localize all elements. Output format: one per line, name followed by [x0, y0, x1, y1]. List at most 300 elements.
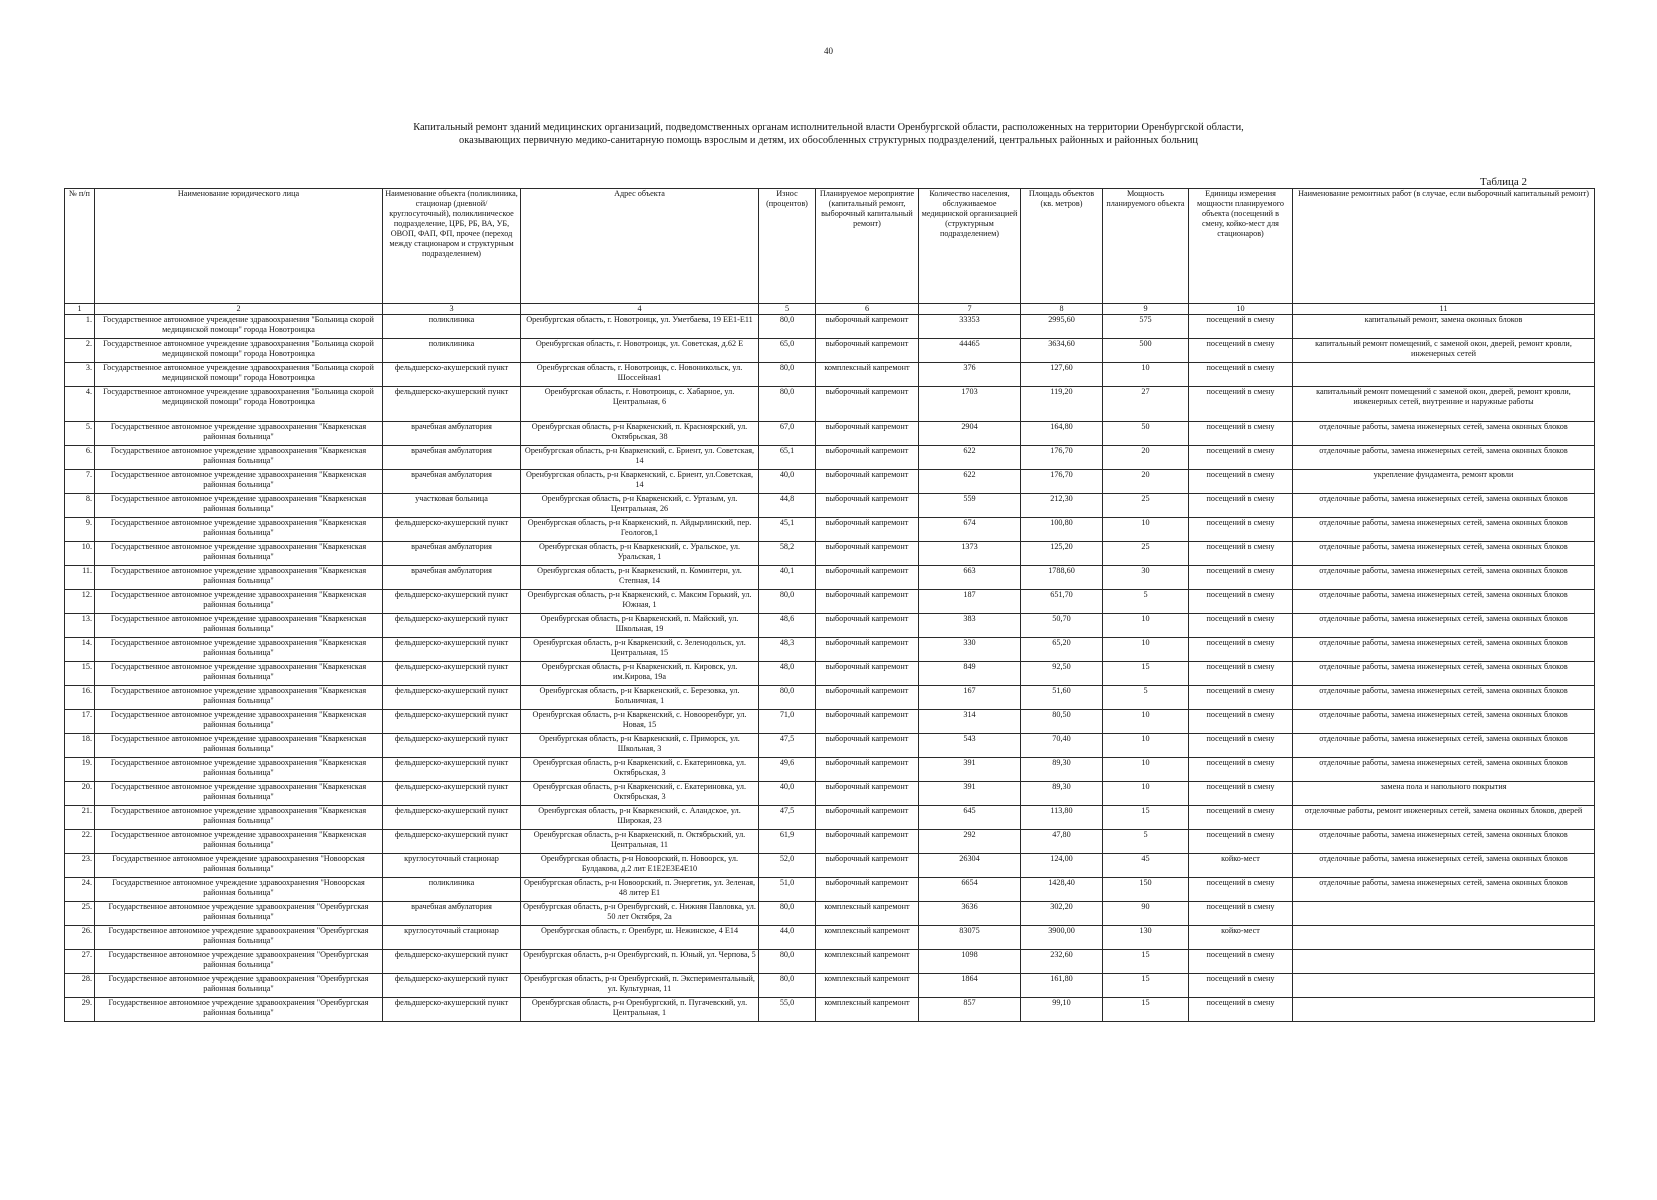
capacity-cell: 10 [1103, 518, 1189, 542]
table-label: Таблица 2 [1480, 176, 1528, 188]
header-cell: Количество населения, обслуживаемое медицинской организацией (структурным подразделением) [919, 189, 1021, 304]
repair-works-cell: отделочные работы, замена инженерных сетей, замена оконных блоков [1293, 830, 1595, 854]
org-name-cell: Государственное автономное учреждение здравоохранения "Новоорская районная больница" [95, 878, 383, 902]
row-number-cell: 13. [65, 614, 95, 638]
capacity-unit-cell: посещений в смену [1189, 470, 1293, 494]
population-cell: 674 [919, 518, 1021, 542]
org-name-cell: Государственное автономное учреждение здравоохранения "Кваркенская районная больница" [95, 782, 383, 806]
row-number-cell: 7. [65, 470, 95, 494]
capacity-cell: 15 [1103, 662, 1189, 686]
area-cell: 113,80 [1021, 806, 1103, 830]
column-number: 1 [65, 304, 95, 315]
population-cell: 44465 [919, 339, 1021, 363]
area-cell: 99,10 [1021, 998, 1103, 1022]
capacity-cell: 10 [1103, 734, 1189, 758]
column-number: 4 [521, 304, 759, 315]
capacity-cell: 10 [1103, 710, 1189, 734]
population-cell: 543 [919, 734, 1021, 758]
wear-percent-cell: 45,1 [759, 518, 816, 542]
area-cell: 65,20 [1021, 638, 1103, 662]
capacity-cell: 575 [1103, 315, 1189, 339]
population-cell: 391 [919, 782, 1021, 806]
table-row [65, 638, 1595, 662]
object-type-cell: врачебная амбулатория [383, 422, 521, 446]
capacity-unit-cell: посещений в смену [1189, 806, 1293, 830]
planned-event-cell: комплексный капремонт [816, 902, 919, 926]
object-type-cell: фельдшерско-акушерский пункт [383, 638, 521, 662]
wear-percent-cell: 80,0 [759, 363, 816, 387]
object-address-cell: Оренбургская область, р-н Новоорский, п. Энергетик, ул. Зеленая, 48 литер Е1 [521, 878, 759, 902]
area-cell: 51,60 [1021, 686, 1103, 710]
planned-event-cell: выборочный капремонт [816, 446, 919, 470]
population-cell: 849 [919, 662, 1021, 686]
area-cell: 1428,40 [1021, 878, 1103, 902]
row-number-cell: 24. [65, 878, 95, 902]
object-type-cell: врачебная амбулатория [383, 446, 521, 470]
object-address-cell: Оренбургская область, р-н Новоорский, п. Новоорск, ул. Булдакова, д.2 лит Е1Е2Е3Е4Е10 [521, 854, 759, 878]
object-address-cell: Оренбургская область, р-н Оренбургский, п. Экспериментальный, ул. Культурная, 11 [521, 974, 759, 998]
planned-event-cell: выборочный капремонт [816, 470, 919, 494]
planned-event-cell: выборочный капремонт [816, 782, 919, 806]
planned-event-cell: выборочный капремонт [816, 758, 919, 782]
capacity-cell: 10 [1103, 614, 1189, 638]
table-row [65, 470, 1595, 494]
object-type-cell: фельдшерско-акушерский пункт [383, 387, 521, 422]
repair-works-cell: отделочные работы, замена инженерных сетей, замена оконных блоков [1293, 542, 1595, 566]
wear-percent-cell: 44,8 [759, 494, 816, 518]
org-name-cell: Государственное автономное учреждение здравоохранения "Кваркенская районная больница" [95, 662, 383, 686]
object-type-cell: фельдшерско-акушерский пункт [383, 590, 521, 614]
header-cell: Наименование объекта (поликлиника, стационар (дневной/круглосуточный), поликлиническое подразделение, ЦРБ, РБ, ВА, УБ, ОВОП, ФАП, ФП, прочее (переход между стационаром и структурным подразделением) [383, 189, 521, 304]
row-number-cell: 12. [65, 590, 95, 614]
repair-works-cell: отделочные работы, замена инженерных сетей, замена оконных блоков [1293, 446, 1595, 470]
object-address-cell: Оренбургская область, р-н Оренбургский, п. Юный, ул. Черпова, 5 [521, 950, 759, 974]
area-cell: 127,60 [1021, 363, 1103, 387]
repair-table [64, 188, 1595, 1022]
wear-percent-cell: 58,2 [759, 542, 816, 566]
capacity-unit-cell: посещений в смену [1189, 830, 1293, 854]
table-row [65, 542, 1595, 566]
repair-works-cell: отделочные работы, замена инженерных сетей, замена оконных блоков [1293, 710, 1595, 734]
planned-event-cell: выборочный капремонт [816, 686, 919, 710]
org-name-cell: Государственное автономное учреждение здравоохранения "Новоорская районная больница" [95, 854, 383, 878]
repair-works-cell: отделочные работы, замена инженерных сетей, замена оконных блоков [1293, 614, 1595, 638]
capacity-unit-cell: посещений в смену [1189, 387, 1293, 422]
object-address-cell: Оренбургская область, р-н Кваркенский, с. Приморск, ул. Школьная, 3 [521, 734, 759, 758]
capacity-unit-cell: посещений в смену [1189, 315, 1293, 339]
table-row [65, 878, 1595, 902]
capacity-unit-cell: посещений в смену [1189, 542, 1293, 566]
repair-works-cell [1293, 902, 1595, 926]
wear-percent-cell: 48,6 [759, 614, 816, 638]
capacity-cell: 15 [1103, 974, 1189, 998]
row-number-cell: 14. [65, 638, 95, 662]
planned-event-cell: выборочный капремонт [816, 315, 919, 339]
capacity-unit-cell: койко-мест [1189, 854, 1293, 878]
row-number-cell: 20. [65, 782, 95, 806]
row-number-cell: 16. [65, 686, 95, 710]
population-cell: 645 [919, 806, 1021, 830]
table-row [65, 566, 1595, 590]
capacity-cell: 15 [1103, 806, 1189, 830]
planned-event-cell: выборочный капремонт [816, 614, 919, 638]
org-name-cell: Государственное автономное учреждение здравоохранения "Оренбургская районная больница" [95, 950, 383, 974]
org-name-cell: Государственное автономное учреждение здравоохранения "Больница скорой медицинской помощи" города Новотроицка [95, 387, 383, 422]
object-address-cell: Оренбургская область, р-н Кваркенский, с. Аландское, ул. Широкая, 23 [521, 806, 759, 830]
row-number-cell: 6. [65, 446, 95, 470]
planned-event-cell: выборочный капремонт [816, 734, 919, 758]
wear-percent-cell: 40,0 [759, 470, 816, 494]
capacity-unit-cell: посещений в смену [1189, 638, 1293, 662]
object-type-cell: фельдшерско-акушерский пункт [383, 734, 521, 758]
org-name-cell: Государственное автономное учреждение здравоохранения "Больница скорой медицинской помощи" города Новотроицка [95, 363, 383, 387]
header-cell: Наименование юридического лица [95, 189, 383, 304]
planned-event-cell: комплексный капремонт [816, 926, 919, 950]
column-number: 10 [1189, 304, 1293, 315]
object-address-cell: Оренбургская область, р-н Кваркенский, с. Екатериновка, ул. Октябрьская, 3 [521, 758, 759, 782]
table-row [65, 974, 1595, 998]
capacity-cell: 10 [1103, 758, 1189, 782]
table-row [65, 494, 1595, 518]
wear-percent-cell: 52,0 [759, 854, 816, 878]
org-name-cell: Государственное автономное учреждение здравоохранения "Кваркенская районная больница" [95, 566, 383, 590]
wear-percent-cell: 55,0 [759, 998, 816, 1022]
capacity-unit-cell: посещений в смену [1189, 758, 1293, 782]
area-cell: 2995,60 [1021, 315, 1103, 339]
table-body [65, 315, 1595, 1022]
capacity-cell: 45 [1103, 854, 1189, 878]
repair-works-cell [1293, 998, 1595, 1022]
object-type-cell: фельдшерско-акушерский пункт [383, 830, 521, 854]
object-address-cell: Оренбургская область, р-н Кваркенский, с. Новооренбург, ул. Новая, 15 [521, 710, 759, 734]
object-type-cell: врачебная амбулатория [383, 902, 521, 926]
column-number: 6 [816, 304, 919, 315]
population-cell: 1703 [919, 387, 1021, 422]
table-row [65, 998, 1595, 1022]
repair-works-cell: капитальный ремонт, замена оконных блоков [1293, 315, 1595, 339]
capacity-cell: 500 [1103, 339, 1189, 363]
repair-works-cell [1293, 926, 1595, 950]
object-type-cell: фельдшерско-акушерский пункт [383, 686, 521, 710]
org-name-cell: Государственное автономное учреждение здравоохранения "Кваркенская районная больница" [95, 830, 383, 854]
repair-works-cell: отделочные работы, замена инженерных сетей, замена оконных блоков [1293, 494, 1595, 518]
area-cell: 70,40 [1021, 734, 1103, 758]
object-address-cell: Оренбургская область, р-н Кваркенский, п. Кировск, ул. им.Кирова, 19а [521, 662, 759, 686]
object-type-cell: фельдшерско-акушерский пункт [383, 998, 521, 1022]
row-number-cell: 4. [65, 387, 95, 422]
org-name-cell: Государственное автономное учреждение здравоохранения "Оренбургская районная больница" [95, 998, 383, 1022]
table-row [65, 614, 1595, 638]
repair-works-cell: отделочные работы, замена инженерных сетей, замена оконных блоков [1293, 662, 1595, 686]
object-type-cell: врачебная амбулатория [383, 470, 521, 494]
wear-percent-cell: 44,0 [759, 926, 816, 950]
wear-percent-cell: 47,5 [759, 734, 816, 758]
table-row [65, 734, 1595, 758]
row-number-cell: 3. [65, 363, 95, 387]
object-type-cell: фельдшерско-акушерский пункт [383, 758, 521, 782]
planned-event-cell: комплексный капремонт [816, 950, 919, 974]
title-line-1: Капитальный ремонт зданий медицинских организаций, подведомственных органам исполнительной власти Оренбургской области, расположенных на территории Оренбургской области, [413, 122, 1244, 133]
org-name-cell: Государственное автономное учреждение здравоохранения "Кваркенская районная больница" [95, 446, 383, 470]
population-cell: 33353 [919, 315, 1021, 339]
planned-event-cell: комплексный капремонт [816, 998, 919, 1022]
object-type-cell: врачебная амбулатория [383, 542, 521, 566]
area-cell: 47,80 [1021, 830, 1103, 854]
table-row [65, 339, 1595, 363]
header-cell: № п/п [65, 189, 95, 304]
area-cell: 232,60 [1021, 950, 1103, 974]
wear-percent-cell: 61,9 [759, 830, 816, 854]
population-cell: 292 [919, 830, 1021, 854]
population-cell: 6654 [919, 878, 1021, 902]
repair-works-cell: отделочные работы, замена инженерных сетей, замена оконных блоков [1293, 734, 1595, 758]
area-cell: 100,80 [1021, 518, 1103, 542]
title-line-2: оказывающих первичную медико-санитарную помощь взрослым и детям, их обособленных структурных подразделений, центральных районных и районных больниц [459, 135, 1198, 146]
row-number-cell: 5. [65, 422, 95, 446]
header-row [65, 189, 1595, 304]
row-number-cell: 26. [65, 926, 95, 950]
object-address-cell: Оренбургская область, р-н Кваркенский, с. Березовка, ул. Больничная, 1 [521, 686, 759, 710]
area-cell: 124,00 [1021, 854, 1103, 878]
object-type-cell: поликлиника [383, 878, 521, 902]
table-row [65, 686, 1595, 710]
area-cell: 92,50 [1021, 662, 1103, 686]
wear-percent-cell: 80,0 [759, 387, 816, 422]
area-cell: 164,80 [1021, 422, 1103, 446]
org-name-cell: Государственное автономное учреждение здравоохранения "Кваркенская районная больница" [95, 758, 383, 782]
wear-percent-cell: 80,0 [759, 315, 816, 339]
header-cell: Единицы измерения мощности планируемого объекта (посещений в смену, койко-мест для стационаров) [1189, 189, 1293, 304]
object-type-cell: фельдшерско-акушерский пункт [383, 518, 521, 542]
repair-works-cell: отделочные работы, замена инженерных сетей, замена оконных блоков [1293, 854, 1595, 878]
column-number: 9 [1103, 304, 1189, 315]
capacity-cell: 10 [1103, 363, 1189, 387]
capacity-cell: 10 [1103, 782, 1189, 806]
planned-event-cell: выборочный капремонт [816, 662, 919, 686]
object-address-cell: Оренбургская область, г. Новотроицк, ул. Уметбаева, 19 ЕЕ1-Е11 [521, 315, 759, 339]
capacity-cell: 25 [1103, 542, 1189, 566]
population-cell: 83075 [919, 926, 1021, 950]
capacity-cell: 27 [1103, 387, 1189, 422]
capacity-cell: 15 [1103, 950, 1189, 974]
org-name-cell: Государственное автономное учреждение здравоохранения "Кваркенская районная больница" [95, 614, 383, 638]
table-row [65, 387, 1595, 422]
object-type-cell: фельдшерско-акушерский пункт [383, 806, 521, 830]
object-type-cell: фельдшерско-акушерский пункт [383, 614, 521, 638]
repair-works-cell: отделочные работы, замена инженерных сетей, замена оконных блоков [1293, 518, 1595, 542]
capacity-cell: 10 [1103, 638, 1189, 662]
table-row [65, 830, 1595, 854]
capacity-unit-cell: посещений в смену [1189, 710, 1293, 734]
repair-works-cell: отделочные работы, замена инженерных сетей, замена оконных блоков [1293, 686, 1595, 710]
table-row [65, 950, 1595, 974]
planned-event-cell: выборочный капремонт [816, 422, 919, 446]
population-cell: 314 [919, 710, 1021, 734]
org-name-cell: Государственное автономное учреждение здравоохранения "Оренбургская районная больница" [95, 902, 383, 926]
wear-percent-cell: 48,3 [759, 638, 816, 662]
population-cell: 3636 [919, 902, 1021, 926]
org-name-cell: Государственное автономное учреждение здравоохранения "Кваркенская районная больница" [95, 806, 383, 830]
population-cell: 187 [919, 590, 1021, 614]
capacity-unit-cell: посещений в смену [1189, 734, 1293, 758]
capacity-cell: 130 [1103, 926, 1189, 950]
population-cell: 1098 [919, 950, 1021, 974]
capacity-unit-cell: посещений в смену [1189, 662, 1293, 686]
capacity-unit-cell: посещений в смену [1189, 902, 1293, 926]
wear-percent-cell: 67,0 [759, 422, 816, 446]
object-address-cell: Оренбургская область, р-н Оренбургский, п. Пугачевский, ул. Центральная, 1 [521, 998, 759, 1022]
org-name-cell: Государственное автономное учреждение здравоохранения "Кваркенская районная больница" [95, 734, 383, 758]
object-address-cell: Оренбургская область, г. Оренбург, ш. Нежинское, 4 Е14 [521, 926, 759, 950]
area-cell: 50,70 [1021, 614, 1103, 638]
row-number-cell: 18. [65, 734, 95, 758]
area-cell: 161,80 [1021, 974, 1103, 998]
column-number: 5 [759, 304, 816, 315]
object-address-cell: Оренбургская область, р-н Кваркенский, п. Айдырлинский, пер. Геологов,1 [521, 518, 759, 542]
row-number-cell: 29. [65, 998, 95, 1022]
planned-event-cell: выборочный капремонт [816, 590, 919, 614]
repair-works-cell: отделочные работы, замена инженерных сетей, замена оконных блоков [1293, 878, 1595, 902]
planned-event-cell: выборочный капремонт [816, 494, 919, 518]
object-type-cell: врачебная амбулатория [383, 566, 521, 590]
repair-works-cell: капитальный ремонт помещений, с заменой окон, дверей, ремонт кровли, инженерных сетей [1293, 339, 1595, 363]
capacity-unit-cell: посещений в смену [1189, 782, 1293, 806]
org-name-cell: Государственное автономное учреждение здравоохранения "Кваркенская районная больница" [95, 470, 383, 494]
row-number-cell: 27. [65, 950, 95, 974]
table-row [65, 363, 1595, 387]
document-title [180, 121, 1477, 147]
object-type-cell: фельдшерско-акушерский пункт [383, 363, 521, 387]
capacity-unit-cell: посещений в смену [1189, 566, 1293, 590]
row-number-cell: 8. [65, 494, 95, 518]
capacity-cell: 50 [1103, 422, 1189, 446]
population-cell: 857 [919, 998, 1021, 1022]
table-row [65, 662, 1595, 686]
object-address-cell: Оренбургская область, г. Новотроицк, с. Хабарное, ул. Центральная, 6 [521, 387, 759, 422]
row-number-cell: 22. [65, 830, 95, 854]
object-address-cell: Оренбургская область, р-н Кваркенский, с. Зеленодольск, ул. Центральная, 15 [521, 638, 759, 662]
wear-percent-cell: 71,0 [759, 710, 816, 734]
object-address-cell: Оренбургская область, р-н Кваркенский, с. Уртазым, ул. Центральная, 26 [521, 494, 759, 518]
object-address-cell: Оренбургская область, р-н Оренбургский, с. Нижняя Павловка, ул. 50 лет Октября, 2а [521, 902, 759, 926]
row-number-cell: 17. [65, 710, 95, 734]
planned-event-cell: выборочный капремонт [816, 710, 919, 734]
table-row [65, 590, 1595, 614]
object-type-cell: фельдшерско-акушерский пункт [383, 782, 521, 806]
capacity-unit-cell: койко-мест [1189, 926, 1293, 950]
org-name-cell: Государственное автономное учреждение здравоохранения "Больница скорой медицинской помощи" города Новотроицка [95, 339, 383, 363]
capacity-cell: 30 [1103, 566, 1189, 590]
area-cell: 651,70 [1021, 590, 1103, 614]
wear-percent-cell: 40,1 [759, 566, 816, 590]
capacity-unit-cell: посещений в смену [1189, 446, 1293, 470]
row-number-cell: 9. [65, 518, 95, 542]
area-cell: 119,20 [1021, 387, 1103, 422]
row-number-cell: 23. [65, 854, 95, 878]
planned-event-cell: выборочный капремонт [816, 806, 919, 830]
planned-event-cell: выборочный капремонт [816, 387, 919, 422]
planned-event-cell: выборочный капремонт [816, 830, 919, 854]
repair-works-cell: отделочные работы, замена инженерных сетей, замена оконных блоков [1293, 638, 1595, 662]
object-address-cell: Оренбургская область, р-н Кваркенский, п. Коминтерн, ул. Степная, 14 [521, 566, 759, 590]
area-cell: 1788,60 [1021, 566, 1103, 590]
population-cell: 1373 [919, 542, 1021, 566]
object-type-cell: поликлиника [383, 315, 521, 339]
header-cell: Наименование ремонтных работ (в случае, если выборочный капитальный ремонт) [1293, 189, 1595, 304]
population-cell: 391 [919, 758, 1021, 782]
capacity-unit-cell: посещений в смену [1189, 494, 1293, 518]
table-row [65, 902, 1595, 926]
object-address-cell: Оренбургская область, р-н Кваркенский, п. Майский, ул. Школьная, 19 [521, 614, 759, 638]
repair-works-cell: отделочные работы, замена инженерных сетей, замена оконных блоков [1293, 758, 1595, 782]
planned-event-cell: выборочный капремонт [816, 542, 919, 566]
row-number-cell: 1. [65, 315, 95, 339]
capacity-cell: 5 [1103, 590, 1189, 614]
row-number-cell: 28. [65, 974, 95, 998]
capacity-cell: 5 [1103, 830, 1189, 854]
object-address-cell: Оренбургская область, р-н Кваркенский, п. Красноярский, ул. Октябрьская, 38 [521, 422, 759, 446]
object-address-cell: Оренбургская область, р-н Кваркенский, с. Максим Горький, ул. Южная, 1 [521, 590, 759, 614]
org-name-cell: Государственное автономное учреждение здравоохранения "Кваркенская районная больница" [95, 422, 383, 446]
population-cell: 622 [919, 470, 1021, 494]
table-row [65, 710, 1595, 734]
object-type-cell: круглосуточный стационар [383, 854, 521, 878]
capacity-unit-cell: посещений в смену [1189, 518, 1293, 542]
column-number-row [65, 304, 1595, 315]
planned-event-cell: выборочный капремонт [816, 854, 919, 878]
repair-works-cell: капитальный ремонт помещений с заменой окон, дверей, ремонт кровли, инженерных сетей, внутренние и наружные работы [1293, 387, 1595, 422]
area-cell: 80,50 [1021, 710, 1103, 734]
object-type-cell: участковая больница [383, 494, 521, 518]
area-cell: 125,20 [1021, 542, 1103, 566]
area-cell: 176,70 [1021, 446, 1103, 470]
repair-works-cell [1293, 363, 1595, 387]
object-address-cell: Оренбургская область, г. Новотроицк, с. Новоникольск, ул. Шоссейная1 [521, 363, 759, 387]
column-number: 11 [1293, 304, 1595, 315]
table-row [65, 518, 1595, 542]
capacity-unit-cell: посещений в смену [1189, 590, 1293, 614]
wear-percent-cell: 65,1 [759, 446, 816, 470]
capacity-cell: 90 [1103, 902, 1189, 926]
repair-works-cell: укрепление фундамента, ремонт кровли [1293, 470, 1595, 494]
wear-percent-cell: 80,0 [759, 902, 816, 926]
capacity-unit-cell: посещений в смену [1189, 950, 1293, 974]
capacity-unit-cell: посещений в смену [1189, 998, 1293, 1022]
wear-percent-cell: 80,0 [759, 950, 816, 974]
wear-percent-cell: 47,5 [759, 806, 816, 830]
column-number: 8 [1021, 304, 1103, 315]
org-name-cell: Государственное автономное учреждение здравоохранения "Кваркенская районная больница" [95, 542, 383, 566]
repair-works-cell: отделочные работы, замена инженерных сетей, замена оконных блоков [1293, 566, 1595, 590]
table-row [65, 806, 1595, 830]
planned-event-cell: комплексный капремонт [816, 974, 919, 998]
planned-event-cell: выборочный капремонт [816, 518, 919, 542]
capacity-unit-cell: посещений в смену [1189, 878, 1293, 902]
object-address-cell: Оренбургская область, р-н Кваркенский, с. Бриент, ул. Советская, 14 [521, 446, 759, 470]
planned-event-cell: выборочный капремонт [816, 878, 919, 902]
repair-works-cell: отделочные работы, замена инженерных сетей, замена оконных блоков [1293, 590, 1595, 614]
object-address-cell: Оренбургская область, р-н Кваркенский, п. Октябрьский, ул. Центральная, 11 [521, 830, 759, 854]
page-number: 40 [824, 46, 833, 56]
object-type-cell: фельдшерско-акушерский пункт [383, 950, 521, 974]
column-number: 3 [383, 304, 521, 315]
table-row [65, 854, 1595, 878]
table-row [65, 758, 1595, 782]
wear-percent-cell: 48,0 [759, 662, 816, 686]
population-cell: 1864 [919, 974, 1021, 998]
org-name-cell: Государственное автономное учреждение здравоохранения "Больница скорой медицинской помощи" города Новотроицка [95, 315, 383, 339]
capacity-cell: 15 [1103, 998, 1189, 1022]
